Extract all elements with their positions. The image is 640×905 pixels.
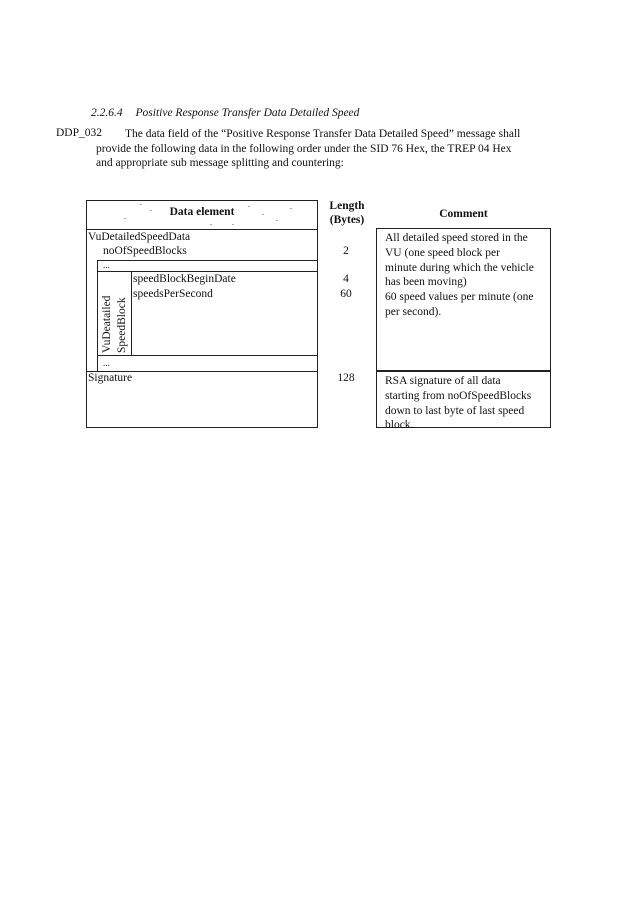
comment-1-line-1: All detailed speed stored in the	[385, 232, 528, 244]
section-number: 2.2.6.4	[91, 107, 123, 119]
row-speeds-per-second: speedsPerSecond	[133, 288, 213, 300]
row-no-of-speed-blocks: noOfSpeedBlocks	[103, 245, 187, 257]
section-heading	[91, 107, 359, 119]
group-label-line-2: SpeedBlock	[116, 297, 128, 353]
comment-1-line-2: VU (one speed block per	[385, 246, 500, 259]
group-label-divider	[131, 271, 132, 355]
comment-1-line-6: per second).	[385, 305, 442, 318]
comment-box-speed-data	[376, 228, 551, 371]
speed-block-bottom-divider	[97, 355, 318, 356]
inner-top-divider	[97, 260, 318, 261]
paragraph-line-3: and appropriate sub message splitting and countering:	[96, 157, 344, 169]
row-speed-block-begin-date: speedBlockBeginDate	[133, 273, 236, 285]
comment-2-line-3: down to last byte of last speed	[385, 404, 525, 417]
row-vu-detailed-speed-data: VuDetailedSpeedData	[88, 231, 191, 243]
comment-1-line-5: 60 speed values per minute (one	[385, 291, 534, 304]
dots-bottom: ...	[103, 358, 110, 368]
length-header-line-1: Length	[329, 200, 365, 212]
comment-2-line-2: starting from noOfSpeedBlocks	[385, 389, 532, 402]
comment-header: Comment	[439, 208, 488, 220]
paragraph-id: DDP_032	[56, 127, 103, 139]
group-label-line-1: VuDeatailed	[101, 295, 113, 353]
paragraph-text	[96, 127, 556, 171]
paragraph-line-2: provide the following data in the following order under the SID 76 Hex, the TREP 04 Hex	[96, 142, 512, 155]
length-signature: 128	[337, 372, 355, 384]
length-speeds-per-second: 60	[340, 288, 352, 300]
length-no-of-speed-blocks: 2	[343, 245, 349, 257]
comment-1-line-3: minute during which the vehicle	[385, 261, 534, 274]
section-title: Positive Response Transfer Data Detailed Speed	[135, 107, 360, 119]
paragraph-line-1: The data field of the “Positive Response Transfer Data Detailed Speed” message shall	[125, 128, 521, 140]
data-element-header-label: Data element	[169, 206, 235, 218]
comment-2-line-4: block.	[385, 419, 414, 432]
row-signature: Signature	[88, 372, 133, 384]
length-header-line-2: (Bytes)	[329, 214, 365, 226]
comment-box-signature	[376, 371, 551, 432]
data-element-header	[86, 200, 318, 230]
comment-2-line-1: RSA signature of all data	[385, 375, 501, 387]
comment-1-line-4: has been moving)	[385, 276, 467, 289]
length-begin-date: 4	[343, 273, 349, 285]
dots-top: ...	[103, 260, 110, 270]
